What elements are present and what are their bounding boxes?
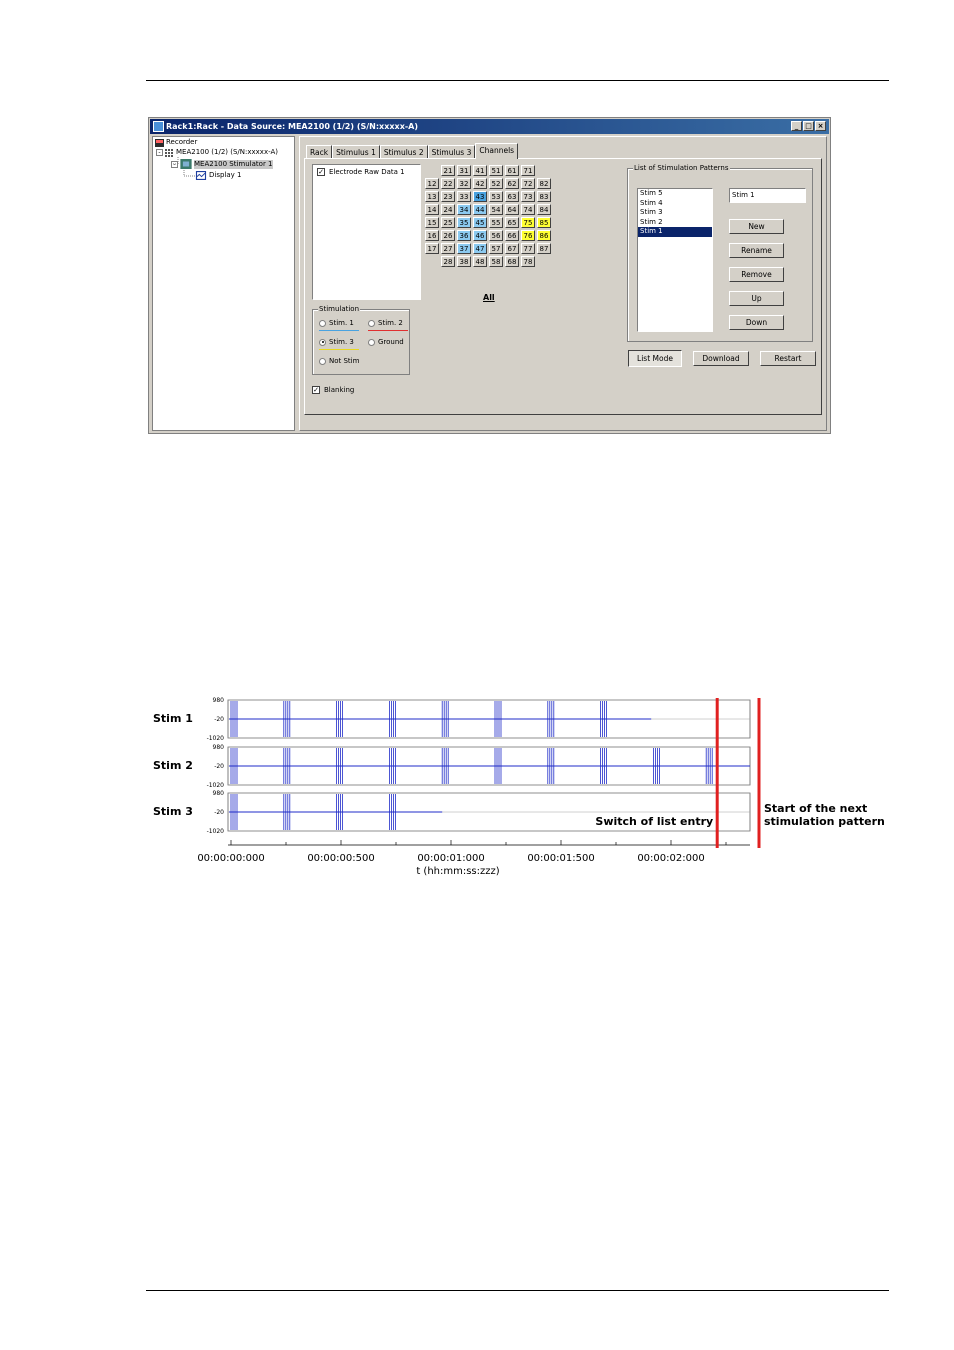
- collapse-icon[interactable]: -: [171, 161, 178, 168]
- electrode-64[interactable]: 64: [505, 204, 519, 215]
- electrode-87[interactable]: 87: [537, 243, 551, 254]
- electrode-13[interactable]: 13: [425, 191, 439, 202]
- tree-item-recorder[interactable]: Recorder: [155, 138, 197, 147]
- electrode-53[interactable]: 53: [489, 191, 503, 202]
- electrode-66[interactable]: 66: [505, 230, 519, 241]
- pattern-item[interactable]: Stim 2: [640, 217, 663, 226]
- new-button[interactable]: New: [729, 219, 784, 234]
- rename-button[interactable]: Rename: [729, 243, 784, 258]
- stream-label: Electrode Raw Data 1: [329, 168, 405, 176]
- blanking-option[interactable]: [312, 386, 354, 394]
- y-tick-label: -20: [214, 763, 224, 770]
- pattern-item-selected[interactable]: Stim 1: [638, 227, 712, 237]
- electrode-74[interactable]: 74: [521, 204, 535, 215]
- electrode-12[interactable]: 12: [425, 178, 439, 189]
- electrode-36[interactable]: 36: [457, 230, 471, 241]
- electrode-72[interactable]: 72: [521, 178, 535, 189]
- marker-annotation: stimulation pattern: [764, 815, 885, 828]
- tree-item-display[interactable]: Display 1: [195, 171, 241, 180]
- electrode-17[interactable]: 17: [425, 243, 439, 254]
- electrode-34[interactable]: 34: [457, 204, 471, 215]
- tree-item-stimulator[interactable]: - MEA2100 Stimulator 1: [171, 159, 273, 169]
- radio-button-selected[interactable]: [319, 339, 326, 346]
- blanking-label: Blanking: [324, 386, 355, 394]
- electrode-77[interactable]: 77: [521, 243, 535, 254]
- electrode-52[interactable]: 52: [489, 178, 503, 189]
- electrode-71[interactable]: 71: [521, 165, 535, 176]
- y-tick-label: 980: [212, 744, 224, 751]
- radio-stim-2[interactable]: Stim. 2: [368, 319, 403, 327]
- electrode-23[interactable]: 23: [441, 191, 455, 202]
- electrode-37[interactable]: 37: [457, 243, 471, 254]
- x-tick-label: 00:00:02:000: [637, 853, 705, 864]
- stimulation-timeline-chart: [140, 690, 900, 890]
- list-mode-button[interactable]: List Mode: [628, 350, 682, 367]
- radio-button[interactable]: [368, 339, 375, 346]
- x-tick-label: 00:00:01:000: [417, 853, 485, 864]
- x-axis-label: t (hh:mm:ss:zzz): [416, 866, 500, 877]
- x-tick-label: 00:00:01:500: [527, 853, 595, 864]
- app-icon: [153, 121, 164, 132]
- electrode-33[interactable]: 33: [457, 191, 471, 202]
- header-rule: [146, 80, 889, 81]
- tab-stimulus-1[interactable]: Stimulus 1: [332, 145, 380, 158]
- electrode-46[interactable]: 46: [473, 230, 487, 241]
- electrode-54[interactable]: 54: [489, 204, 503, 215]
- electrode-25[interactable]: 25: [441, 217, 455, 228]
- tab-strip: [306, 143, 518, 159]
- electrode-45[interactable]: 45: [473, 217, 487, 228]
- tab-stimulus-3[interactable]: Stimulus 3: [428, 145, 476, 158]
- electrode-85[interactable]: 85: [537, 217, 551, 228]
- y-tick-label: -1020: [206, 828, 224, 835]
- electrode-86[interactable]: 86: [537, 230, 551, 241]
- electrode-28[interactable]: 28: [441, 256, 455, 267]
- tab-rack[interactable]: Rack: [306, 145, 332, 158]
- radio-button[interactable]: [319, 320, 326, 327]
- electrode-14[interactable]: 14: [425, 204, 439, 215]
- radio-button[interactable]: [368, 320, 375, 327]
- stim-2-color-line: [368, 330, 408, 331]
- electrode-57[interactable]: 57: [489, 243, 503, 254]
- electrode-78[interactable]: 78: [521, 256, 535, 267]
- electrode-63[interactable]: 63: [505, 191, 519, 202]
- rack-tree-view[interactable]: [152, 136, 295, 431]
- down-button[interactable]: Down: [729, 315, 784, 330]
- series-label: Stim 1: [153, 712, 193, 725]
- electrode-62[interactable]: 62: [505, 178, 519, 189]
- electrode-48[interactable]: 48: [473, 256, 487, 267]
- electrode-16[interactable]: 16: [425, 230, 439, 241]
- remove-button[interactable]: Remove: [729, 267, 784, 282]
- electrode-38[interactable]: 38: [457, 256, 471, 267]
- stimulation-group-label: Stimulation: [319, 305, 360, 313]
- tab-stimulus-2[interactable]: Stimulus 2: [380, 145, 428, 158]
- y-tick-label: 980: [212, 790, 224, 797]
- electrode-15[interactable]: 15: [425, 217, 439, 228]
- radio-stim-1[interactable]: Stim. 1: [319, 319, 354, 327]
- electrode-61[interactable]: 61: [505, 165, 519, 176]
- electrode-67[interactable]: 67: [505, 243, 519, 254]
- stim-3-color-line: [319, 349, 359, 350]
- radio-stim-3[interactable]: Stim. 3: [319, 338, 354, 346]
- electrode-42[interactable]: 42: [473, 178, 487, 189]
- channels-tab-panel: [304, 158, 822, 415]
- up-button[interactable]: Up: [729, 291, 784, 306]
- electrode-51[interactable]: 51: [489, 165, 503, 176]
- radio-not-stim[interactable]: Not Stim: [319, 357, 359, 365]
- electrode-31[interactable]: 31: [457, 165, 471, 176]
- y-tick-label: -20: [214, 809, 224, 816]
- y-tick-label: -1020: [206, 735, 224, 742]
- data-stream-item[interactable]: [317, 168, 405, 176]
- blanking-checkbox[interactable]: ✓: [313, 386, 319, 394]
- electrode-83[interactable]: 83: [537, 191, 551, 202]
- radio-button[interactable]: [319, 358, 326, 365]
- marker-annotation: Start of the next: [764, 802, 868, 815]
- stream-checkbox[interactable]: ✓: [318, 168, 324, 176]
- electrode-43[interactable]: 43: [473, 191, 487, 202]
- patterns-group-label: List of Stimulation Patterns: [634, 164, 729, 172]
- pattern-name-input[interactable]: Stim 1: [729, 188, 806, 203]
- electrode-82[interactable]: 82: [537, 178, 551, 189]
- marker-annotation: Switch of list entry: [595, 815, 714, 828]
- electrode-58[interactable]: 58: [489, 256, 503, 267]
- footer-rule: [146, 1290, 889, 1291]
- electrode-24[interactable]: 24: [441, 204, 455, 215]
- electrode-76[interactable]: 76: [521, 230, 535, 241]
- y-tick-label: -20: [214, 716, 224, 723]
- electrode-65[interactable]: 65: [505, 217, 519, 228]
- all-channels-button[interactable]: All: [483, 293, 495, 302]
- electrode-21[interactable]: 21: [441, 165, 455, 176]
- radio-ground[interactable]: Ground: [368, 338, 404, 346]
- stimulation-patterns-group: [627, 164, 813, 342]
- x-tick-label: 00:00:00:500: [307, 853, 375, 864]
- tree-item-mea2100[interactable]: - MEA2100 (1/2) (S/N:xxxxx-A): [156, 148, 278, 157]
- electrode-32[interactable]: 32: [457, 178, 471, 189]
- pattern-item[interactable]: Stim 4: [640, 198, 663, 207]
- electrode-84[interactable]: 84: [537, 204, 551, 215]
- tab-channels[interactable]: Channels: [475, 143, 518, 159]
- window-title: Rack1:Rack - Data Source: MEA2100 (1/2) (S/N:xxxxx-A): [166, 122, 419, 131]
- electrode-44[interactable]: 44: [473, 204, 487, 215]
- electrode-73[interactable]: 73: [521, 191, 535, 202]
- stimulation-group: [312, 305, 410, 375]
- electrode-27[interactable]: 27: [441, 243, 455, 254]
- series-label: Stim 3: [153, 805, 193, 818]
- electrode-26[interactable]: 26: [441, 230, 455, 241]
- electrode-55[interactable]: 55: [489, 217, 503, 228]
- app-window: [148, 117, 831, 434]
- stim-1-color-line: [319, 330, 359, 331]
- download-button[interactable]: Download: [693, 351, 749, 366]
- patterns-list[interactable]: [637, 188, 713, 332]
- pattern-item[interactable]: Stim 5: [640, 189, 663, 197]
- pattern-item[interactable]: Stim 3: [640, 208, 663, 216]
- electrode-68[interactable]: 68: [505, 256, 519, 267]
- electrode-47[interactable]: 47: [473, 243, 487, 254]
- close-button[interactable]: ×: [815, 121, 826, 131]
- y-tick-label: 980: [212, 697, 224, 704]
- minimize-button[interactable]: _: [791, 121, 802, 131]
- x-tick-label: 00:00:00:000: [197, 853, 265, 864]
- electrode-41[interactable]: 41: [473, 165, 487, 176]
- electrode-56[interactable]: 56: [489, 230, 503, 241]
- restart-button[interactable]: Restart: [760, 351, 816, 366]
- collapse-icon[interactable]: -: [156, 149, 163, 156]
- chart-svg: [140, 690, 900, 890]
- properties-pane: [299, 136, 827, 431]
- electrode-75[interactable]: 75: [521, 217, 535, 228]
- electrode-35[interactable]: 35: [457, 217, 471, 228]
- series-label: Stim 2: [153, 759, 193, 772]
- data-stream-list[interactable]: [312, 164, 421, 300]
- y-tick-label: -1020: [206, 782, 224, 789]
- maximize-button[interactable]: □: [803, 121, 814, 131]
- electrode-22[interactable]: 22: [441, 178, 455, 189]
- tree-connector-lines: [153, 137, 296, 187]
- title-bar[interactable]: [150, 119, 829, 134]
